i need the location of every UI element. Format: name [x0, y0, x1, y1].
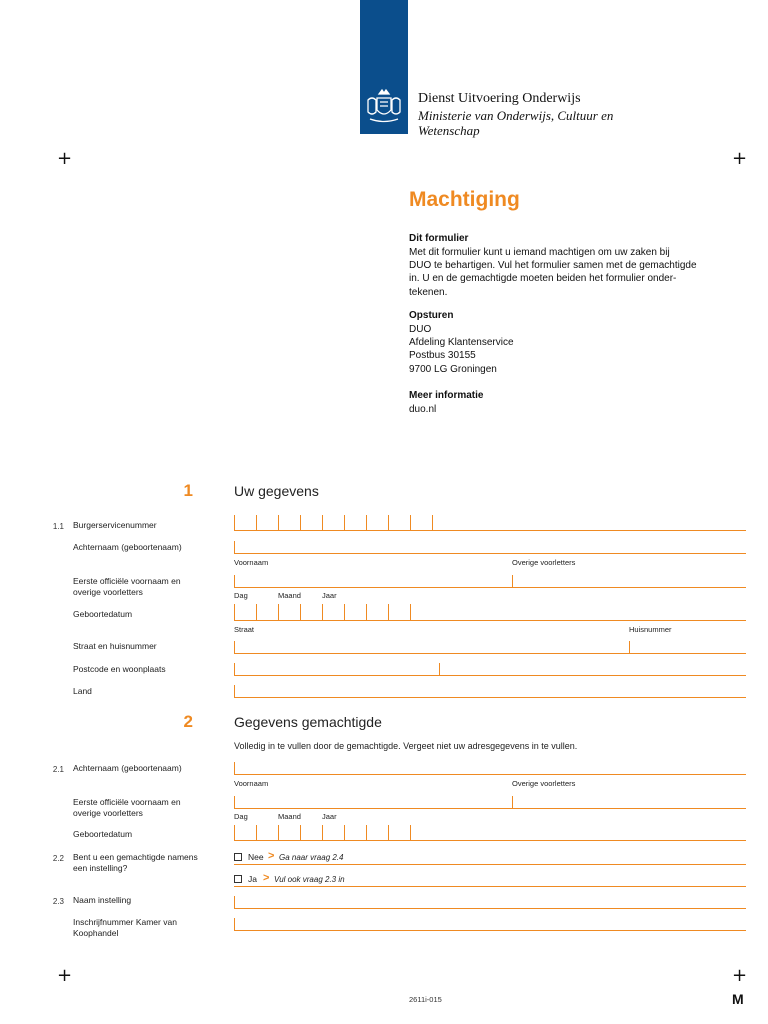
field-start-tick — [234, 796, 235, 808]
section-1-title: Uw gegevens — [234, 483, 319, 499]
dag-sublabel: Dag — [234, 812, 248, 821]
bsn-digit-tick — [300, 515, 301, 530]
bsn-digit-tick — [366, 515, 367, 530]
coat-of-arms-icon — [364, 88, 404, 126]
straat-sublabel: Straat — [234, 625, 255, 634]
geboortedatum-field[interactable] — [234, 620, 746, 621]
gemachtigde-geboortedatum-field[interactable] — [234, 840, 746, 841]
goto-arrow-icon: > — [263, 872, 270, 884]
nee-goto-instruction: Ga naar vraag 2.4 — [279, 853, 344, 862]
date-digit-tick — [278, 825, 279, 840]
section-1-number: 1 — [183, 481, 193, 500]
postcode-woonplaats-label: Postcode en woonplaats — [73, 664, 166, 674]
maand-sublabel: Maand — [278, 812, 301, 821]
option-separator — [234, 864, 746, 865]
field-start-tick — [234, 575, 235, 587]
kvk-nummer-label: Inschrijfnummer Kamer van Koophandel — [73, 917, 177, 938]
logo-bar — [360, 0, 408, 134]
gemachtigde-voornaam-field[interactable] — [234, 808, 746, 809]
date-digit-tick — [344, 604, 345, 620]
date-digit-tick — [300, 825, 301, 840]
goto-arrow-icon: > — [268, 850, 275, 862]
dag-sublabel: Dag — [234, 591, 248, 600]
date-digit-tick — [410, 825, 411, 840]
crop-mark: + — [732, 965, 748, 986]
meer-informatie-link[interactable]: duo.nl — [409, 404, 437, 415]
eerste-voornaam-label: Eerste officiële voornaam en overige voorletters — [73, 576, 181, 597]
jaar-sublabel: Jaar — [322, 591, 337, 600]
field-start-tick — [234, 896, 235, 908]
date-digit-tick — [344, 825, 345, 840]
date-digit-tick — [234, 604, 235, 620]
field-divider-tick — [629, 641, 630, 653]
nee-option-label: Nee — [248, 852, 264, 862]
gemachtigde-achternaam-field[interactable] — [234, 774, 746, 775]
section-2-title: Gegevens gemachtigde — [234, 714, 382, 730]
field-divider-tick — [439, 663, 440, 675]
bsn-digit-tick — [410, 515, 411, 530]
gemachtigde-achternaam-label: Achternaam (geboortenaam) — [73, 763, 182, 773]
bsn-digit-tick — [388, 515, 389, 530]
bsn-digit-tick — [256, 515, 257, 530]
naam-instelling-label: Naam instelling — [73, 895, 132, 905]
field-divider-tick — [512, 575, 513, 587]
bsn-label: Burgerservicenummer — [73, 520, 157, 530]
field-start-tick — [234, 541, 235, 553]
opsturen-address: DUO Afdeling Klantenservice Postbus 30155 9700 LG Groningen — [409, 324, 514, 375]
dit-formulier-heading: Dit formulier — [409, 233, 469, 244]
section-2-intro: Volledig in te vullen door de gemachtigde. Vergeet niet uw adresgegevens in te vullen. — [234, 741, 578, 751]
kvk-nummer-field[interactable] — [234, 930, 746, 931]
ja-option-label: Ja — [248, 874, 257, 884]
section-2-number: 2 — [183, 712, 193, 731]
date-digit-tick — [300, 604, 301, 620]
instelling-question-label: Bent u een gemachtigde namens een instelling? — [73, 852, 198, 873]
date-digit-tick — [322, 825, 323, 840]
geboortedatum-label: Geboortedatum — [73, 609, 133, 619]
question-number: 1.1 — [52, 522, 64, 531]
gemachtigde-geboortedatum-label: Geboortedatum — [73, 829, 133, 839]
bsn-field[interactable] — [234, 530, 746, 531]
meer-informatie-heading: Meer informatie — [409, 390, 484, 401]
crop-mark: + — [732, 148, 748, 169]
overige-voorletters-sublabel: Overige voorletters — [512, 558, 576, 567]
question-number: 2.2 — [52, 854, 64, 863]
field-start-tick — [234, 641, 235, 653]
nee-checkbox[interactable] — [234, 853, 242, 861]
jaar-sublabel: Jaar — [322, 812, 337, 821]
bsn-digit-tick — [344, 515, 345, 530]
ministry-name: Ministerie van Onderwijs, Cultuur en Wetenschap — [418, 108, 614, 138]
field-start-tick — [234, 685, 235, 697]
naam-instelling-field[interactable] — [234, 908, 746, 909]
question-number: 2.3 — [52, 897, 64, 906]
land-field[interactable] — [234, 697, 746, 698]
straat-field[interactable] — [234, 653, 746, 654]
ja-goto-instruction: Vul ook vraag 2.3 in — [274, 875, 345, 884]
bsn-digit-tick — [234, 515, 235, 530]
crop-mark: + — [57, 965, 73, 986]
maand-sublabel: Maand — [278, 591, 301, 600]
voornaam-sublabel: Voornaam — [234, 779, 269, 788]
date-digit-tick — [366, 825, 367, 840]
bsn-digit-tick — [278, 515, 279, 530]
form-code: 2611i-015 — [409, 995, 442, 1004]
opsturen-heading: Opsturen — [409, 310, 454, 321]
form-title: Machtiging — [409, 188, 520, 211]
ja-checkbox[interactable] — [234, 875, 242, 883]
date-digit-tick — [234, 825, 235, 840]
achternaam-field[interactable] — [234, 553, 746, 554]
option-separator — [234, 886, 746, 887]
date-digit-tick — [410, 604, 411, 620]
date-digit-tick — [388, 825, 389, 840]
question-number: 2.1 — [52, 765, 64, 774]
bsn-digit-tick — [322, 515, 323, 530]
crop-mark: + — [57, 148, 73, 169]
land-label: Land — [73, 686, 92, 696]
date-digit-tick — [366, 604, 367, 620]
field-divider-tick — [512, 796, 513, 808]
date-digit-tick — [322, 604, 323, 620]
page-letter: M — [732, 991, 744, 1007]
bsn-digit-tick — [432, 515, 433, 530]
voornaam-sublabel: Voornaam — [234, 558, 269, 567]
straat-huisnummer-label: Straat en huisnummer — [73, 641, 157, 651]
huisnummer-sublabel: Huisnummer — [629, 625, 672, 634]
field-start-tick — [234, 918, 235, 930]
field-start-tick — [234, 762, 235, 774]
overige-voorletters-sublabel: Overige voorletters — [512, 779, 576, 788]
gemachtigde-eerste-voornaam-label: Eerste officiële voornaam en overige voorletters — [73, 797, 181, 818]
voornaam-field[interactable] — [234, 587, 746, 588]
postcode-field[interactable] — [234, 675, 746, 676]
field-start-tick — [234, 663, 235, 675]
org-name: Dienst Uitvoering Onderwijs — [418, 91, 581, 106]
date-digit-tick — [256, 825, 257, 840]
achternaam-label: Achternaam (geboortenaam) — [73, 542, 182, 552]
date-digit-tick — [388, 604, 389, 620]
date-digit-tick — [256, 604, 257, 620]
date-digit-tick — [278, 604, 279, 620]
dit-formulier-text: Met dit formulier kunt u iemand machtigen om uw zaken bij DUO te behartigen. Vul het formulier samen met de gemachtigde in. U en de gemachtigde moeten beiden het formulier onder- tekenen. — [409, 247, 697, 298]
